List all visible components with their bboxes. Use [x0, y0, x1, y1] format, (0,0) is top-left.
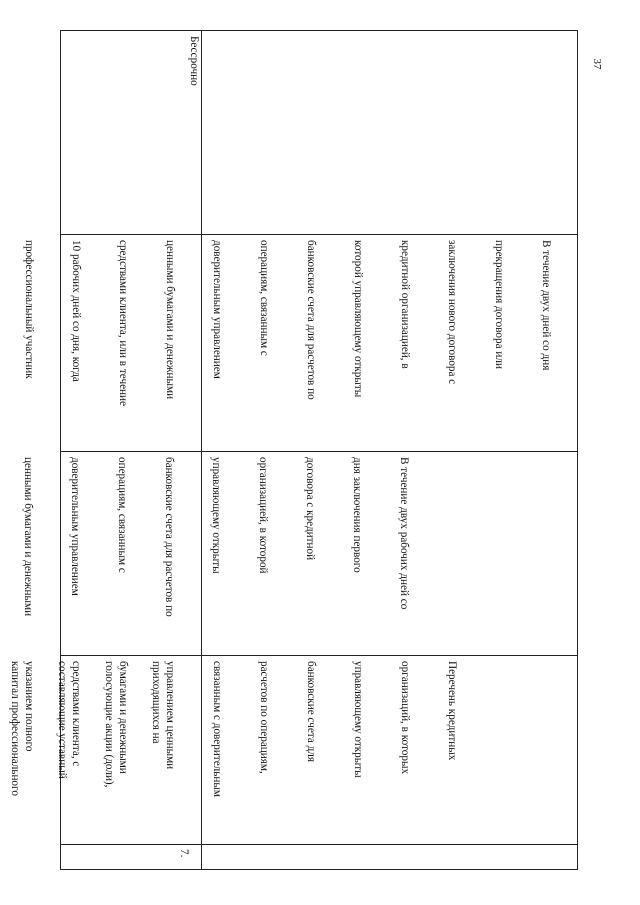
text-line: доверительным управлением [211, 240, 224, 379]
text-line: составляющие уставный [56, 661, 69, 779]
text-line: которой управляющему открыты [352, 240, 365, 398]
text-line: организацией, в которой [257, 457, 270, 574]
text-line: связанным с доверительным [211, 661, 224, 797]
text-line: прекращения договора или [493, 240, 506, 369]
text-line: банковские счета для расчетов по [163, 457, 176, 617]
text-line: средствами клиента, или в течение [117, 240, 130, 406]
text-line: доверительным управлением [69, 457, 82, 596]
text-line: расчетов по операциям, [258, 661, 271, 774]
text-line: Бессрочно [188, 36, 201, 86]
text-line: банковские счета для [305, 661, 318, 763]
text-line: ценными бумагами и денежными [164, 240, 177, 400]
column-divider-number [61, 844, 577, 845]
text-line: ценными бумагами и денежными [22, 457, 35, 617]
text-line: приходящихся на [150, 661, 163, 744]
text-line: управляющему открыты [210, 457, 223, 574]
row-7-initial-term [0, 457, 439, 657]
row-7-storage-term [159, 36, 230, 226]
row-7-change-term [0, 240, 581, 450]
text-line: В течение двух рабочих дней со [398, 457, 411, 610]
row-7-description [0, 661, 487, 841]
text-line: профессиональный участник [23, 240, 36, 379]
text-line: средствами клиента, с [70, 661, 83, 767]
row-number [149, 849, 220, 869]
text-line: 10 рабочих дней со дня, когда [70, 240, 83, 382]
text-line: дня заключения первого [351, 457, 364, 573]
text-line: бумагами и денежными [117, 661, 130, 774]
text-line: В течение двух дней со дня [540, 240, 553, 371]
column-divider-change-term [61, 234, 577, 235]
page-number: 37 [591, 58, 603, 70]
text-line: кредитной организацией, в [399, 240, 412, 369]
disclosure-table [9, 30, 578, 870]
row-number-text: 7. [178, 849, 191, 858]
text-line: управлением ценными [164, 661, 177, 770]
text-line: банковские счета для расчетов по [305, 240, 318, 400]
text-line: капитал профессионального [9, 661, 22, 796]
text-line: организаций, в которых [399, 661, 412, 775]
text-line: операциям, связанным с [258, 240, 271, 356]
text-line: Перечень кредитных [446, 661, 459, 761]
text-line: указанием полного [23, 661, 36, 752]
text-line: голосующие акции (доли), [103, 661, 116, 788]
text-line: договора с кредитной [304, 457, 317, 561]
text-line: операциям, связанным с [116, 457, 129, 573]
text-line: заключения нового договора с [446, 240, 459, 385]
text-line: управляющему открыты [352, 661, 365, 778]
column-divider-initial-term [61, 451, 577, 452]
